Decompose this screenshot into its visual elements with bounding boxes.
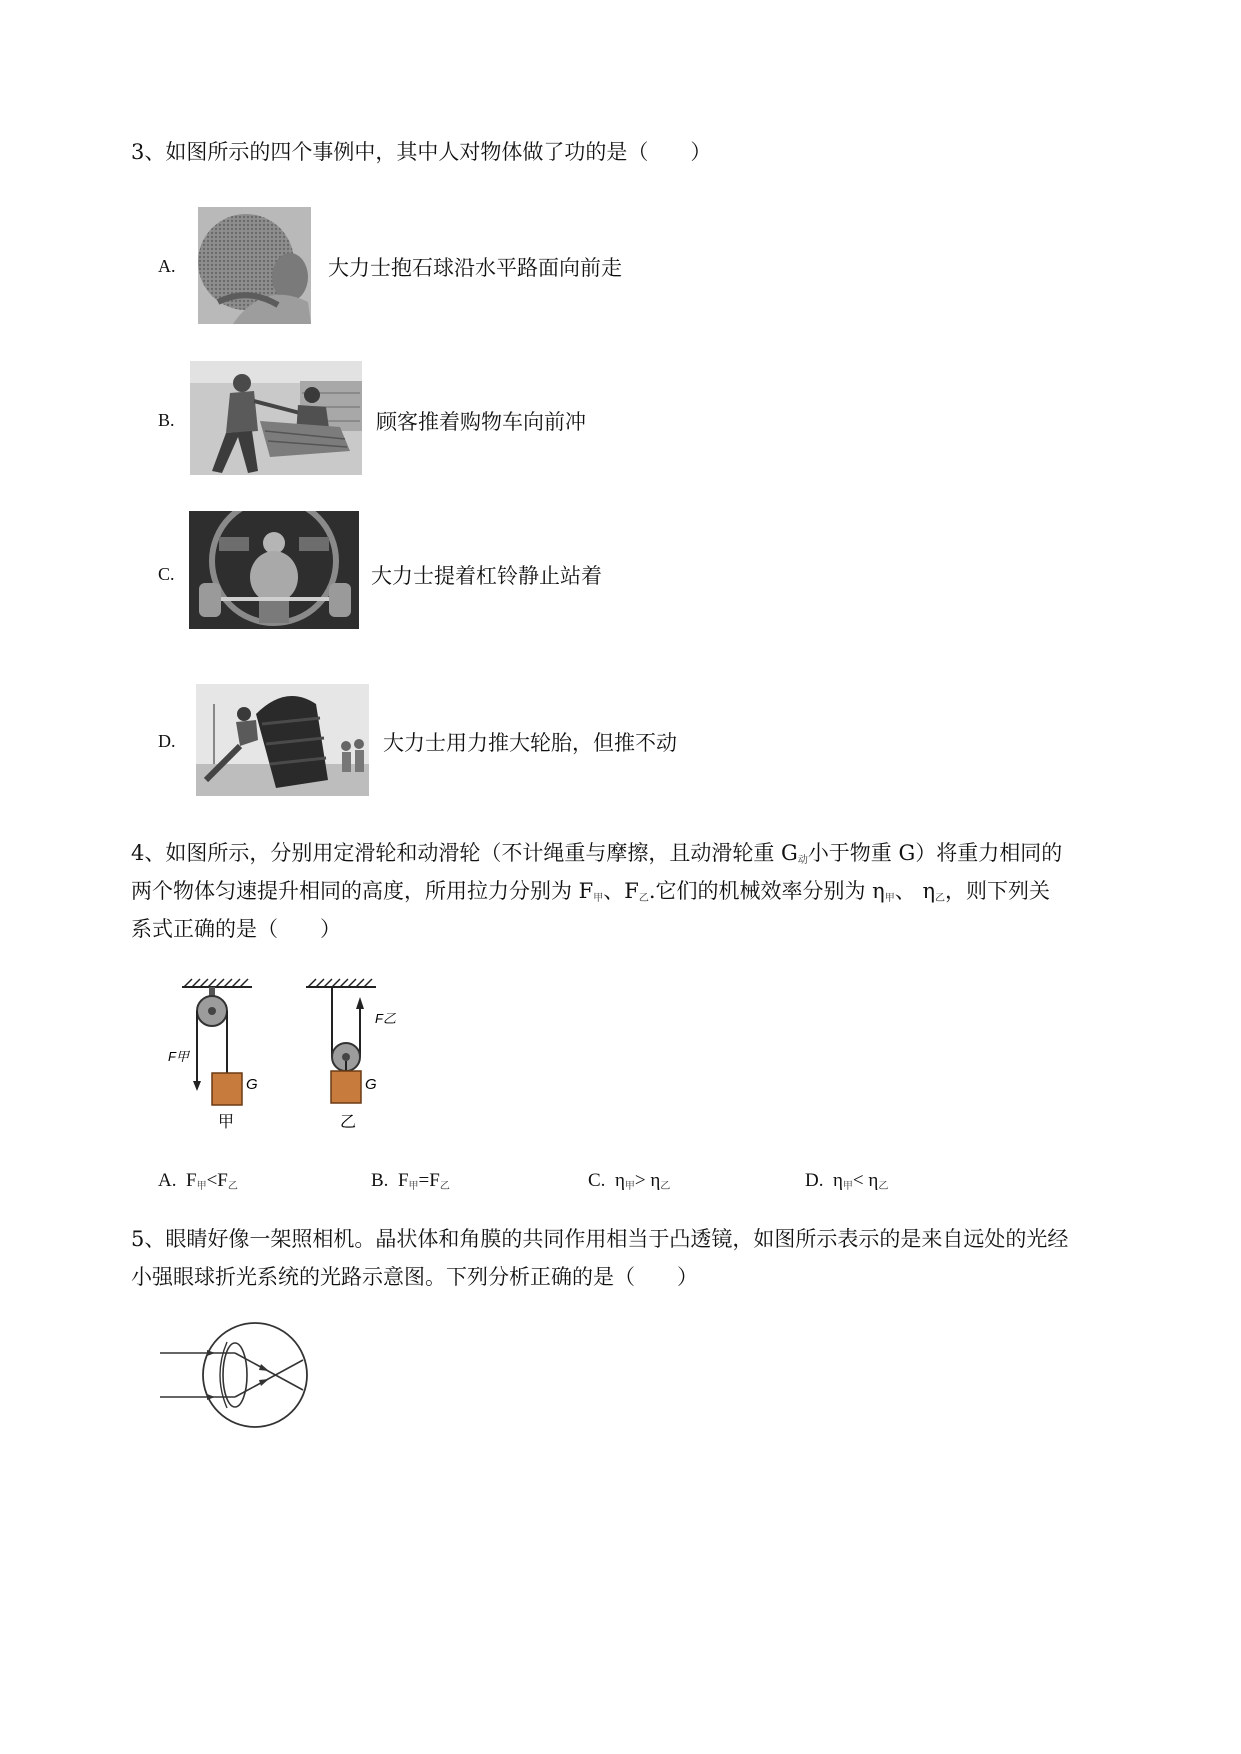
q3-option-b-text: 顾客推着购物车向前冲: [376, 410, 586, 434]
right-caption: 乙: [340, 1114, 357, 1131]
q3-option-c-text: 大力士提着杠铃静止站着: [371, 564, 602, 588]
q3-option-a-image: [198, 207, 311, 324]
q5-stem-line1: 5、眼睛好像一架照相机。晶状体和角膜的共同作用相当于凸透镜，如图所示表示的是来自远处的光经: [131, 1227, 1069, 1251]
left-force-label: F甲: [168, 1049, 189, 1064]
eye-diagram: [155, 1320, 315, 1430]
q3-option-c-letter: C.: [158, 564, 175, 584]
pulley-figure: [160, 975, 420, 1145]
q3-option-b-letter: B.: [158, 410, 175, 430]
right-weight-label: G: [365, 1076, 377, 1093]
q4-answer-c: C. $\eta_甲> \eta_乙$: [588, 1170, 671, 1192]
q3-option-d-letter: D.: [158, 731, 176, 751]
q4-stem-line1: 4、如图所示，分别用定滑轮和动滑轮（不计绳重与摩擦，且动滑轮重 $G_动$小于物重 G）将重力相同的: [131, 841, 1063, 866]
left-caption: 甲: [218, 1114, 235, 1131]
q3-option-c-image: [189, 511, 359, 629]
q4-stem-line2: 两个物体匀速提升相同的高度，所用拉力分别为 $F_甲$、$F_乙$.它们的机械效率分别为 $\eta_甲$、 $\eta_乙$，则下列关: [131, 879, 1051, 904]
q3-option-a-letter: A.: [158, 256, 176, 276]
q3-option-a-text: 大力士抱石球沿水平路面向前走: [328, 256, 622, 280]
q4-answer-a: A. $F_甲<F_乙$: [158, 1170, 238, 1192]
q3-option-d-image: [196, 684, 369, 796]
q4-stem-line3: 系式正确的是（ ）: [131, 917, 341, 941]
q4-answer-b: B. $F_甲=F_乙$: [371, 1170, 450, 1192]
left-weight-label: G: [246, 1076, 258, 1093]
right-force-label: F乙: [375, 1011, 396, 1026]
q3-option-b-image: [190, 361, 362, 475]
q3-option-d-text: 大力士用力推大轮胎，但推不动: [383, 731, 677, 755]
q3-stem: 3、如图所示的四个事例中，其中人对物体做了功的是（ ）: [131, 140, 712, 164]
q4-answer-d: D. $\eta_甲< \eta_乙$: [805, 1170, 889, 1192]
q5-stem-line2: 小强眼球折光系统的光路示意图。下列分析正确的是（ ）: [131, 1265, 698, 1289]
